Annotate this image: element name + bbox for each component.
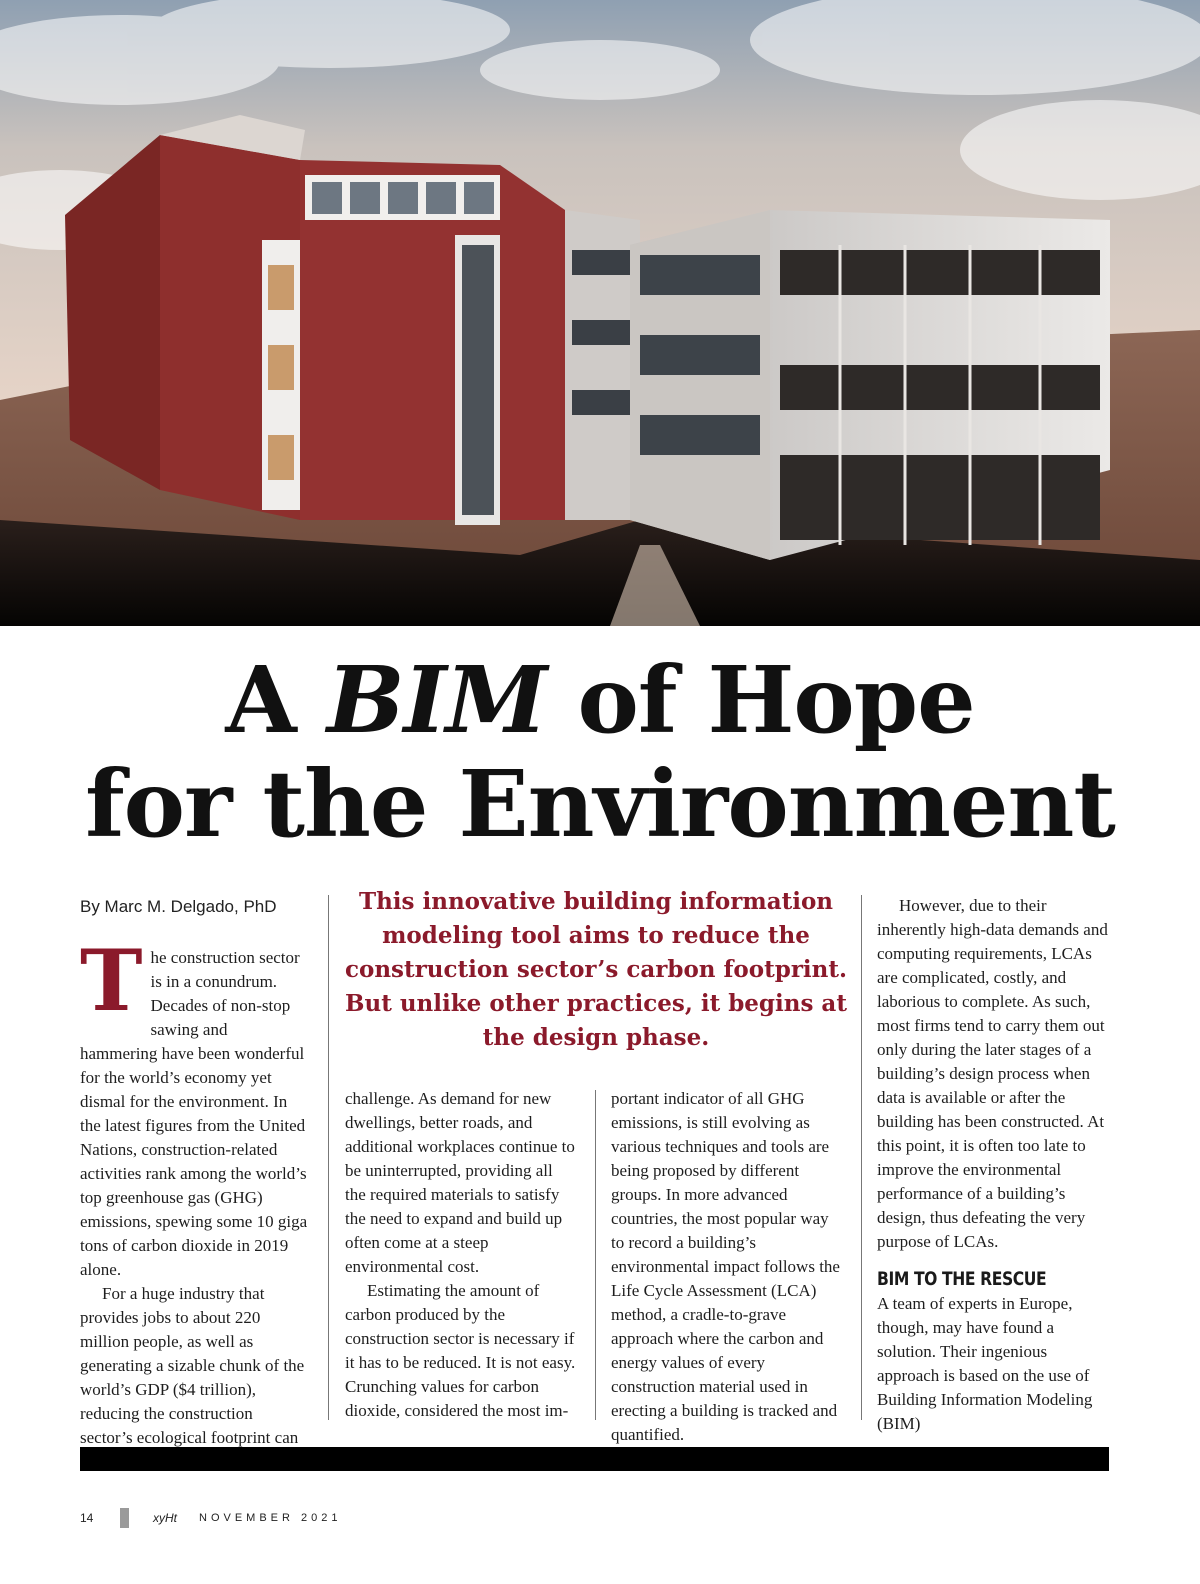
column-divider [595,1090,596,1420]
issue-date: NOVEMBER 2021 [199,1512,342,1524]
footer-separator [120,1508,129,1528]
headline-text-a: A [225,646,327,754]
drop-cap: T [80,931,143,1030]
paragraph: challenge. As demand for new dwellings, better roads, and additional workplaces continue to be uninterrupted, providing all the required materials to satisfy the need to expand and build up often come at a steep environmental cost. [345,1089,575,1276]
page-footer [80,1508,341,1528]
byline: By Marc M. Delgado, PhD [80,897,277,916]
article-headline [0,648,1200,856]
paragraph: However, due to their inherently high-data demands and computing requirements, LCAs are complicated, costly, and laborious to complete. As such, most firms tend to carry them out only during the later stages of a building’s design process when data is available or after the building has been constructed. At this point, it is often too late to improve the environmental performance of a building’s design, thus defeating the very purpose of LCAs. [877,896,1108,1251]
page-number: 14 [80,1511,94,1525]
column-divider [861,895,862,1420]
headline-text-b: of Hope [546,646,975,754]
magazine-name: xyHt [153,1511,177,1525]
article-deck: This innovative building information modeling tool aims to reduce the construction sector’s carbon footprint. But unlike other practices, it begins at the design phase. [344,888,848,1051]
headline-text-italic: BIM [326,646,547,754]
column-2 [345,1087,577,1423]
column-divider [328,895,329,1420]
column-1 [80,931,308,1474]
column-3 [611,1087,845,1447]
footer-rule-bar [80,1447,1109,1471]
paragraph: Estimating the amount of carbon produced by the construction sector is necessary if it has to be reduced. It is not easy. Crunching values for carbon dioxide, considered the most im- [345,1281,576,1420]
headline-line-2: for the Environment [85,750,1115,858]
building-rendering-image [0,0,1200,626]
paragraph: portant indicator of all GHG emissions, is still evolving as various techniques and tools are being proposed by different groups. In more advanced countries, the most popular way to record a building’s environmental impact follows the Life Cycle Assessment (LCA) method, a cradle-to-grave approach where the carbon and energy values of every construction material used in erecting a building is tracked and quantified. [611,1089,840,1444]
hero-image [0,0,1200,626]
headline-line-1 [0,648,1200,752]
paragraph: A team of experts in Europe, though, may have found a solution. Their ingenious approach is based on the use of Building Information Modeling (BIM) [877,1294,1093,1433]
paragraph [80,931,308,1282]
section-subhead: BIM TO THE RESCUE [877,1268,1047,1290]
paragraph: For a huge industry that provides jobs to about 220 million people, as well as generating a sizable chunk of the world’s GDP ($4 trillion), reducing the construction sector’s ecological footprint can [80,1284,305,1447]
column-4 [877,894,1111,1436]
paragraph-text: he construction sector is in a conundrum. Decades of non-stop sawing and hammering have been wonderful for the world’s economy yet dismal for the environment. In the latest figures from the United Nations, construction-related activities rank among the world’s top greenhouse gas (GHG) emissions, spewing some 10 giga tons of carbon dioxide in 2019 alone. [80,948,308,1279]
